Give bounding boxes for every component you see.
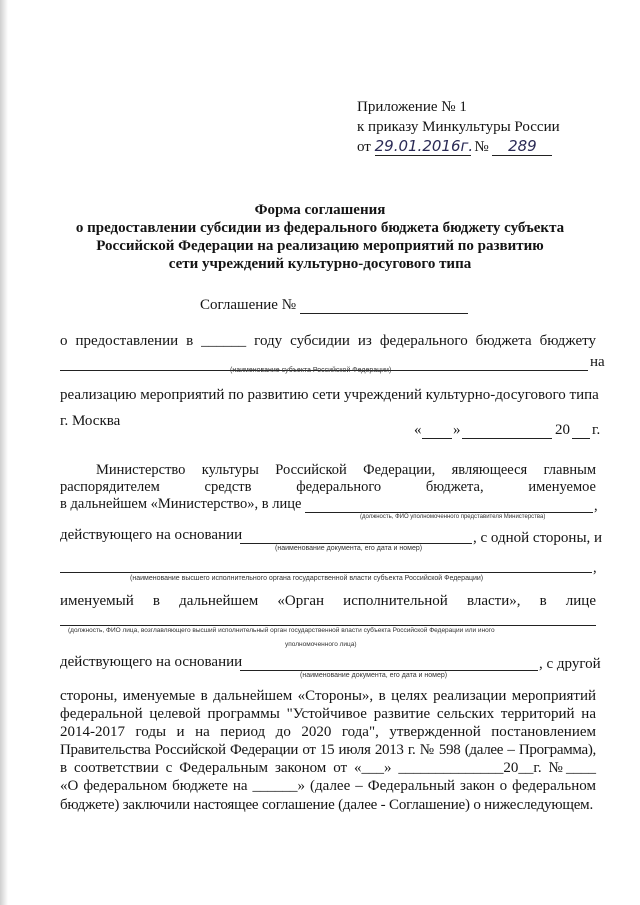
comma-1: ,: [594, 498, 598, 514]
subsidy-na: на: [590, 354, 605, 370]
date-year-prefix: 20: [555, 422, 570, 438]
caption-official: (должность, ФИО уполномоченного представителя Министерства): [360, 514, 546, 520]
caption-person: (должность, ФИО лица, возглавляющего высший исполнительный орган государственной власти субъекта Российской Федерации или иного: [68, 627, 495, 634]
title-line-4: сети учреждений культурно-досугового типа: [168, 256, 472, 272]
sides-line-4: Правительства Российской Федерации от 15 июля 2013 г. № 598 (далее – Программа),: [60, 742, 596, 758]
caption-subject: (наименование субъекта Российской Федерации): [230, 367, 392, 374]
appendix-from-label: от: [357, 139, 371, 155]
date-open-quote: «: [414, 422, 422, 438]
caption-doc-2: (наименование документа, его дата и номер): [300, 672, 448, 679]
sides-line-2: федеральной целевой программы "Устойчивое развитие сельских территорий на: [60, 706, 596, 722]
title-line-1: Форма соглашения: [254, 202, 386, 218]
agreement-label: Соглашение №: [200, 297, 297, 313]
sides-line-3: 2014-2017 годы и на период до 2020 года", утвержденной постановлением: [60, 724, 596, 740]
sides-line-1: стороны, именуемые в дальнейшем «Стороны», в целях реализации мероприятий: [60, 688, 596, 704]
title-line-3: Российской Федерации на реализацию мероприятий по развитию: [96, 238, 544, 254]
appendix-line-2: к приказу Минкультуры России: [357, 119, 560, 135]
ministry-line-2: распорядителем средств федерального бюджета, именуемое: [60, 479, 596, 495]
sides-line-6: «О федеральном бюджете на ______» (далее – Федеральный закон о федеральном: [60, 778, 596, 794]
handwritten-number: 289: [492, 137, 552, 156]
handwritten-date: 29.01.2016г.: [374, 137, 474, 155]
appendix-line-1: Приложение № 1: [357, 99, 467, 115]
referred-line: именуемый в дальнейшем «Орган исполнительной власти», в лице: [60, 593, 596, 609]
title-line-2: о предоставлении субсидии из федерального бюджета бюджету субъекта: [75, 220, 565, 236]
scan-edge-shadow: [0, 0, 8, 905]
official-blank: [305, 512, 593, 513]
appendix-line-3: [357, 137, 552, 156]
comma-2: ,: [593, 560, 597, 576]
acting-basis-2: действующего на основании: [60, 654, 243, 670]
city: г. Москва: [60, 413, 121, 429]
subsidy-line-3: реализацию мероприятий по развитию сети учреждений культурно-досугового типа: [60, 387, 599, 403]
subsidy-line-1: о предоставлении в ______ году субсидии из федерального бюджета бюджету: [60, 333, 596, 349]
agreement-number-blank: [300, 313, 468, 314]
acting-basis-1: действующего на основании: [60, 527, 243, 543]
date-month-blank: [462, 438, 552, 439]
sides-line-7: бюджете) заключили настоящее соглашение (далее - Соглашение) о нижеследующем.: [60, 797, 594, 813]
caption-exec-body: (наименование высшего исполнительного органа государственной власти субъекта Российской Федерации): [130, 575, 484, 582]
ministry-line-1: Министерство культуры Российской Федерации, являющееся главным: [96, 462, 596, 478]
caption-doc-1: (наименование документа, его дата и номер): [275, 545, 423, 552]
date-year-suffix: г.: [592, 422, 601, 438]
person-blank: [60, 625, 596, 626]
ministry-line-3: в дальнейшем «Министерство», в лице: [60, 496, 302, 512]
caption-person-2: уполномоченного лица): [285, 641, 357, 648]
sides-line-5: в соответствии с Федеральным законом от «___» ______________20__г. №____: [60, 760, 596, 776]
date-day-blank: [422, 438, 452, 439]
one-side: , с одной стороны, и: [473, 530, 603, 546]
exec-body-blank: [60, 572, 592, 573]
other-side: , с другой: [539, 656, 601, 672]
basis-doc-blank-1: [240, 543, 472, 544]
date-close-quote: »: [453, 422, 461, 438]
appendix-number-label: №: [474, 139, 489, 155]
date-year-blank: [572, 438, 590, 439]
basis-doc-blank-2: [240, 670, 538, 671]
